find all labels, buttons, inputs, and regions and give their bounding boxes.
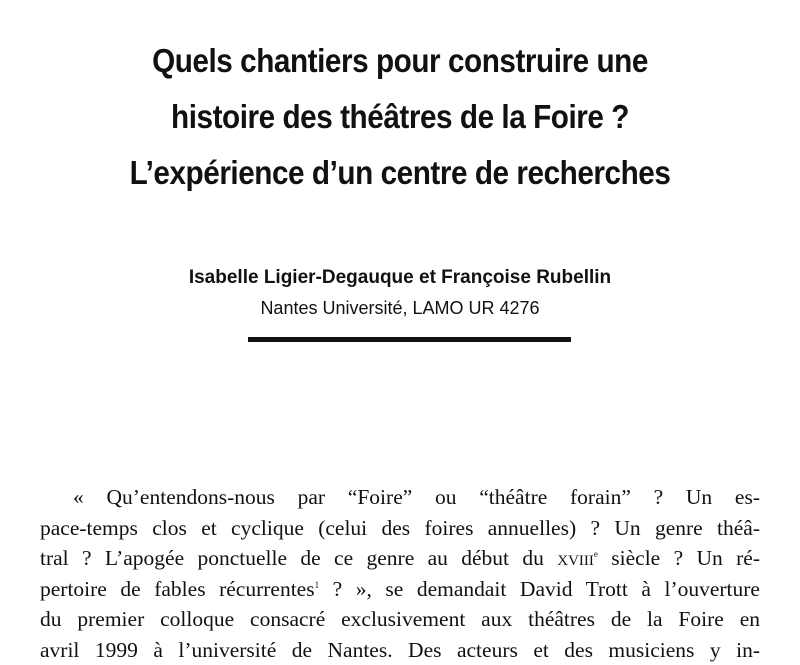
article-authors: Isabelle Ligier-Degauque et Françoise Rubellin — [100, 266, 700, 290]
body-line-3-end: siècle ? Un ré- — [598, 546, 760, 570]
body-line-3-start: tral ? L’apogée ponctuelle de ce genre au début du — [40, 546, 557, 570]
title-line-3: L’expérience d’un centre de recherches — [76, 145, 724, 201]
body-line-3 — [40, 543, 760, 574]
century-numeral: xviii — [557, 546, 594, 570]
body-line-4-end: ? », se demandait David Trott à l’ouverture — [319, 577, 760, 601]
body-line-4-start: pertoire de fables récurrentes — [40, 577, 315, 601]
title-divider — [248, 337, 571, 342]
author-affiliation: Nantes Université, LAMO UR 4276 — [100, 296, 700, 320]
body-line-2: pace-temps clos et cyclique (celui des foires annuelles) ? Un genre théâ- — [40, 513, 760, 544]
title-line-1: Quels chantiers pour construire une — [76, 33, 724, 89]
body-paragraph — [40, 482, 760, 665]
body-line-4 — [40, 574, 760, 605]
body-line-6: avril 1999 à l’université de Nantes. Des acteurs et des musiciens y in- — [40, 635, 760, 665]
title-line-2: histoire des théâtres de la Foire ? — [76, 89, 724, 145]
footnote-reference[interactable]: 1 — [315, 579, 320, 589]
body-line-5: du premier colloque consacré exclusivement aux théâtres de la Foire en — [40, 604, 760, 635]
article-title — [76, 33, 724, 201]
body-line-1: « Qu’entendons-nous par “Foire” ou “théâtre forain” ? Un es- — [40, 482, 760, 513]
century-superscript: e — [594, 549, 598, 559]
